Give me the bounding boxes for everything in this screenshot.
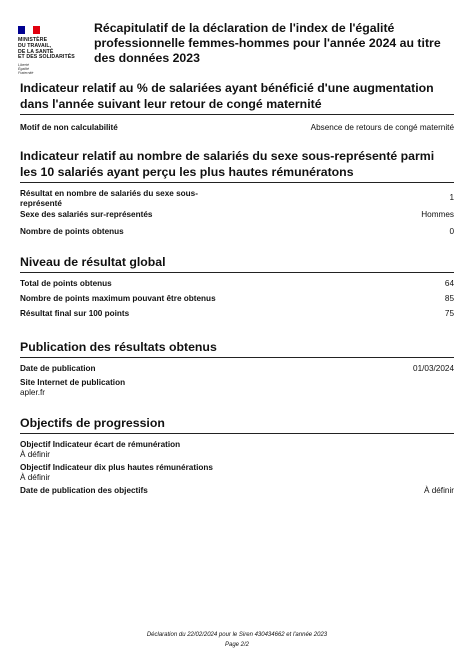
footer-declaration: Déclaration du 22/02/2024 pour le Siren 430434662 et l'année 2023 <box>146 632 328 638</box>
flag-blue-stripe <box>18 26 25 34</box>
row-value: À définir <box>20 450 51 459</box>
section-publication <box>20 339 454 398</box>
row-motif-non-calculabilite <box>20 123 454 133</box>
footer-page-number: Page 2/2 <box>224 642 250 648</box>
row-points-maximum <box>20 294 454 304</box>
page-footer <box>0 630 474 650</box>
row-date-publication <box>20 364 454 374</box>
row-date-publication-objectifs <box>20 486 454 496</box>
republic-motto: Liberté Égalité Fraternité <box>18 63 34 76</box>
section-title-publication: Publication des résultats obtenus <box>20 339 454 358</box>
row-value: 01/03/2024 <box>413 364 454 373</box>
french-flag-icon <box>18 26 40 34</box>
row-label: Total de points obtenus <box>20 279 112 288</box>
row-value: 85 <box>444 294 454 303</box>
row-label: Date de publication des objectifs <box>20 486 148 495</box>
ministry-name: MINISTÈRE DU TRAVAIL, DE LA SANTÉ ET DES SOLIDARITÉS <box>18 37 75 61</box>
document-header <box>0 0 474 80</box>
row-total-points <box>20 279 454 289</box>
section-objectifs <box>20 415 454 496</box>
row-sexe-sur-representes <box>20 210 454 220</box>
row-value: 0 <box>449 227 454 236</box>
section-title-maternite: Indicateur relatif au % de salariées ayant bénéficié d'une augmentation dans l'année suivant leur retour de congé maternité <box>20 80 454 115</box>
row-resultat-nombre-salaries <box>20 189 454 209</box>
row-label: Date de publication <box>20 364 96 373</box>
section-hautes-remunerations <box>20 148 454 237</box>
row-nombre-points <box>20 227 454 237</box>
row-label: Sexe des salariés sur-représentés <box>20 210 153 219</box>
row-value: Hommes <box>421 210 454 219</box>
flag-red-stripe <box>33 26 40 34</box>
row-objectif-ecart-remuneration <box>20 440 454 460</box>
section-maternite <box>20 80 454 133</box>
row-label: Résultat final sur 100 points <box>20 309 130 318</box>
row-label: Nombre de points maximum pouvant être obtenus <box>20 294 216 303</box>
section-title-hautes-remunerations: Indicateur relatif au nombre de salariés du sexe sous-représenté parmi les 10 salariés ayant perçu les plus hautes rémunératons <box>20 148 454 183</box>
row-value: Absence de retours de congé maternité <box>310 123 454 132</box>
section-title-resultat-global: Niveau de résultat global <box>20 254 454 273</box>
flag-white-stripe <box>25 26 32 34</box>
row-label: Objectif Indicateur dix plus hautes rémunérations <box>20 463 213 472</box>
row-label: Site Internet de publication <box>20 378 126 387</box>
document-title: Récapitulatif de la déclaration de l'index de l'égalité professionnelle femmes-hommes pour l'année 2024 au titre des données 2023 <box>94 21 441 65</box>
ministry-logo <box>18 26 88 75</box>
section-resultat-global <box>20 254 454 319</box>
row-value: À définir <box>20 473 51 482</box>
row-label: Nombre de points obtenus <box>20 227 124 236</box>
row-value: 1 <box>449 193 454 202</box>
row-value: À définir <box>423 486 454 495</box>
row-label: Objectif Indicateur écart de rémunération <box>20 440 181 449</box>
section-title-objectifs: Objectifs de progression <box>20 415 454 434</box>
row-value: 75 <box>444 309 454 318</box>
row-resultat-final <box>20 309 454 319</box>
row-value: 64 <box>444 279 454 288</box>
row-objectif-hautes-remunerations <box>20 463 454 483</box>
row-label: Motif de non calculabilité <box>20 123 118 132</box>
row-label: Résultat en nombre de salariés du sexe sous-représenté <box>20 189 198 208</box>
row-site-internet <box>20 378 454 398</box>
website-link[interactable]: apler.fr <box>20 388 46 397</box>
